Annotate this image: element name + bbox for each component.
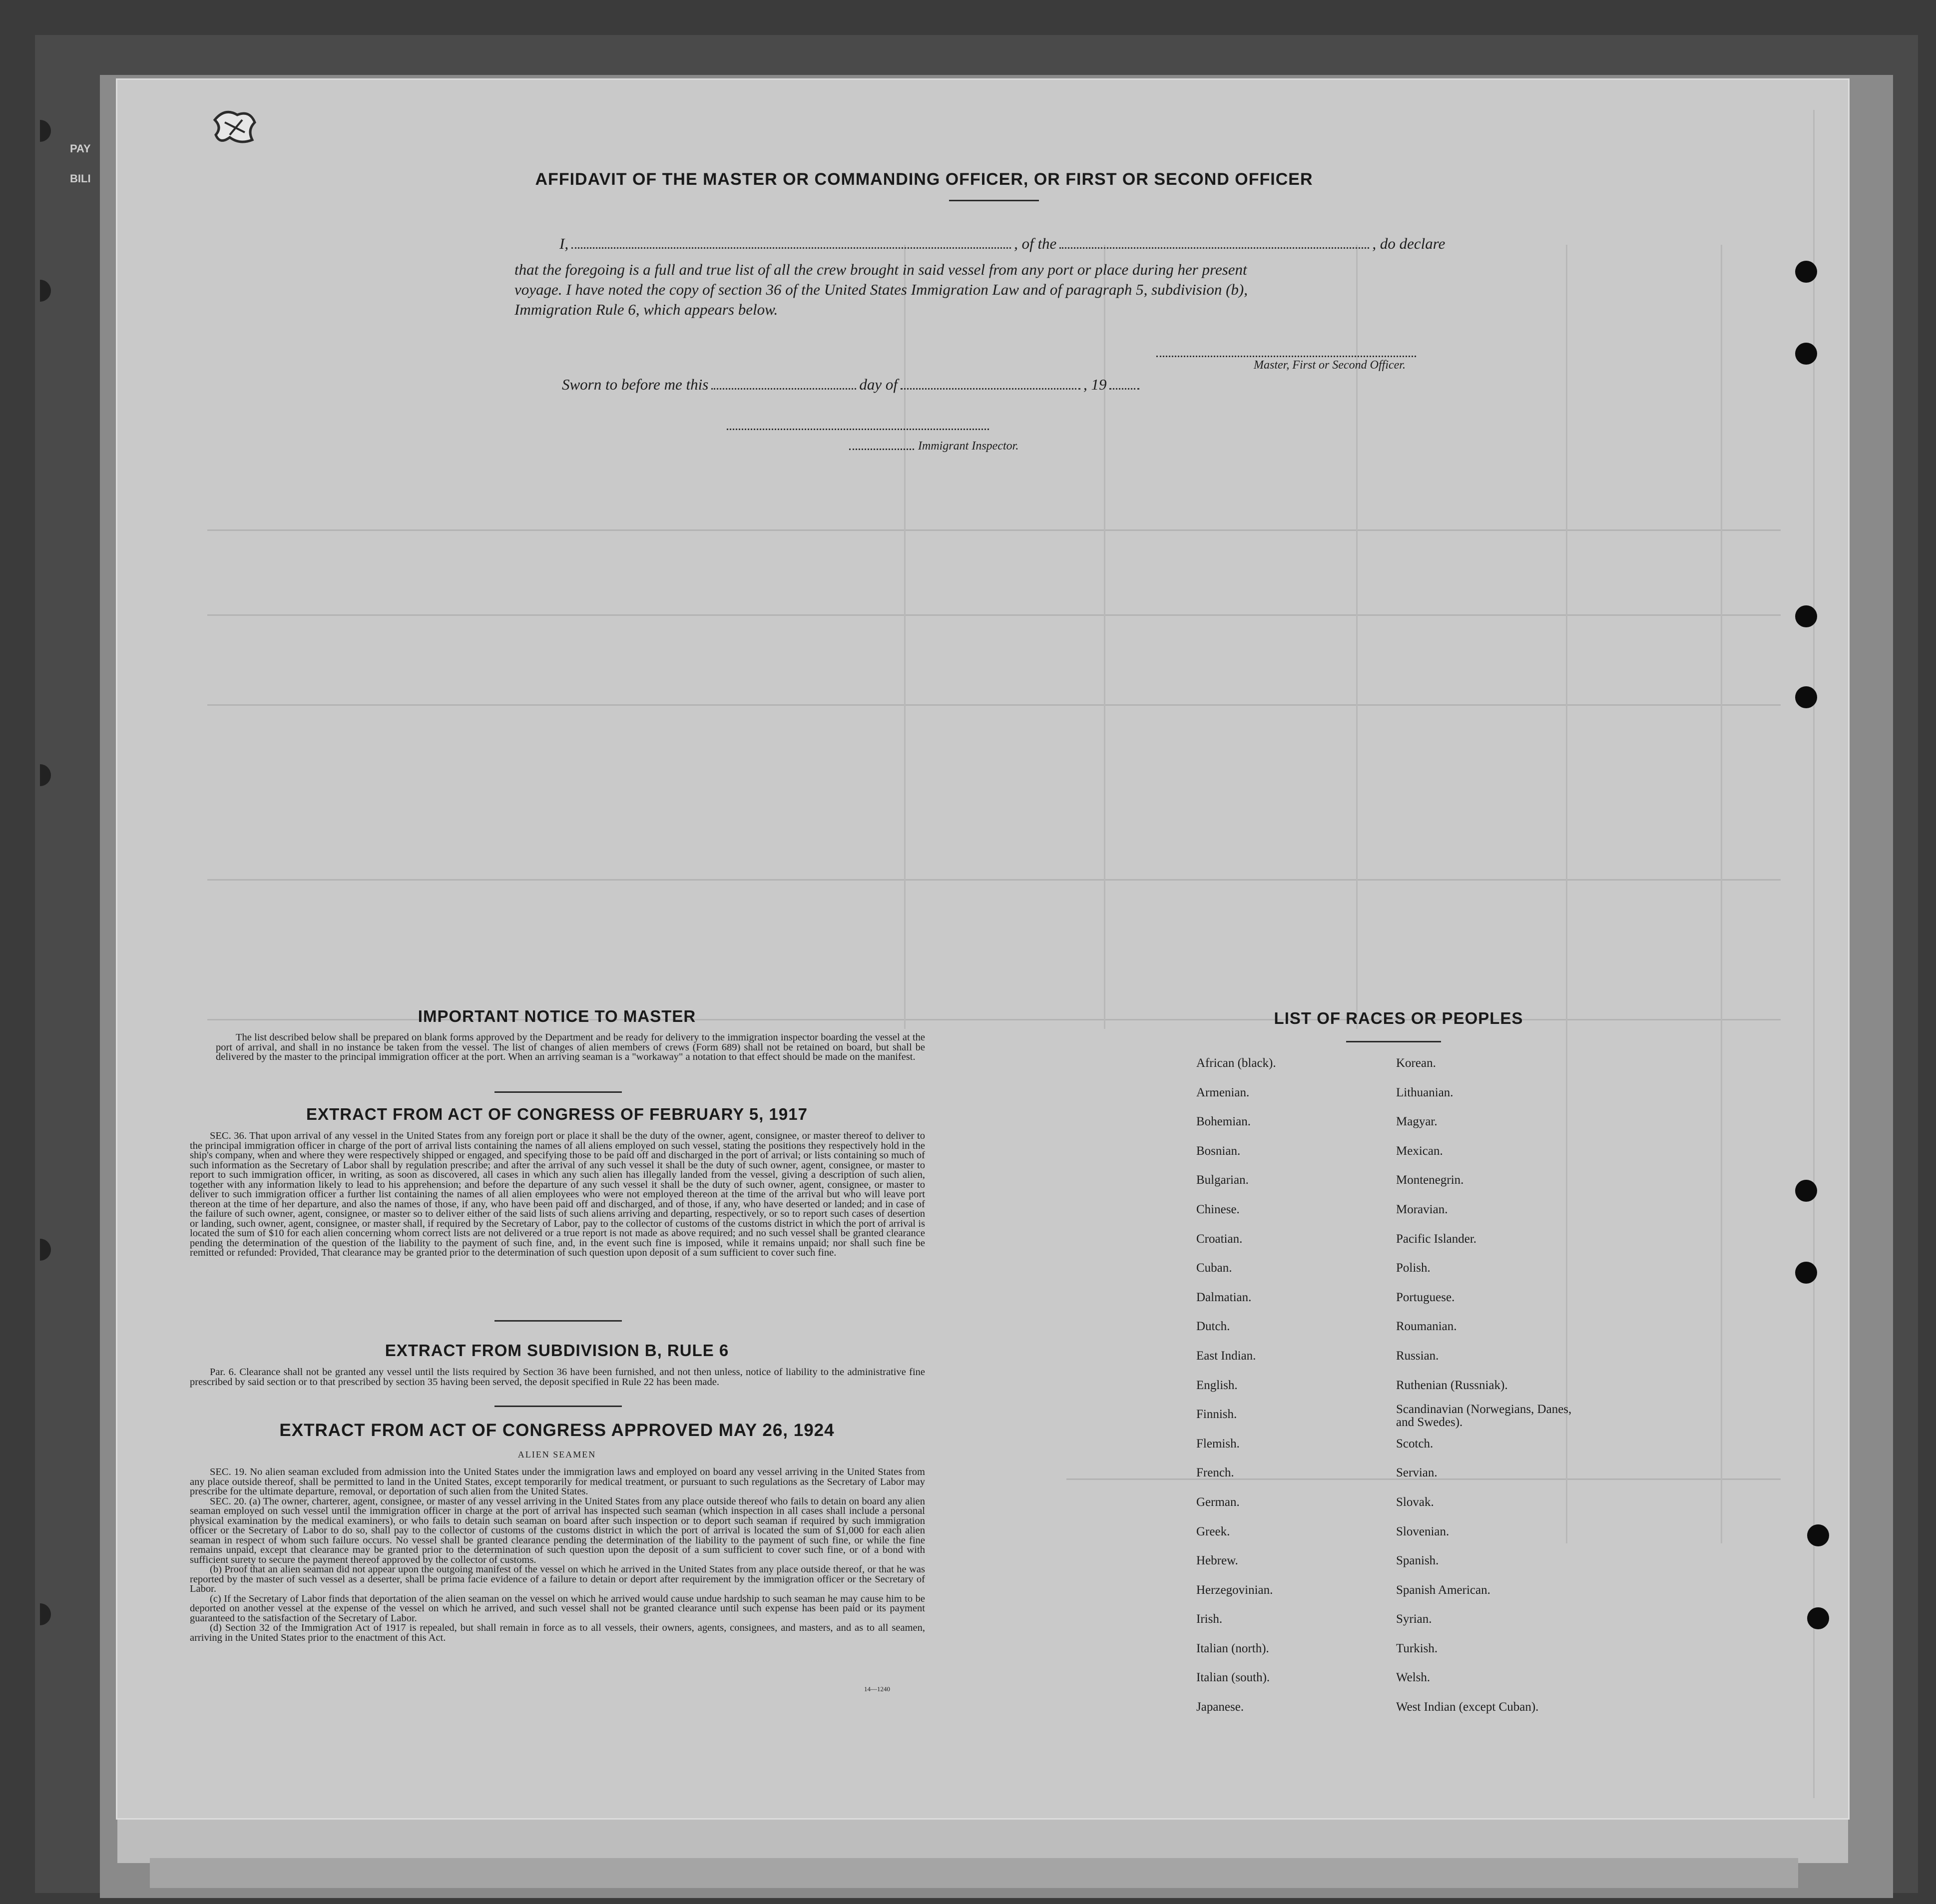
- race-entry: Lithuanian.: [1396, 1085, 1453, 1099]
- binder-hole-right: [1795, 343, 1817, 365]
- extract-rule6-title: EXTRACT FROM SUBDIVISION B, RULE 6: [385, 1341, 729, 1360]
- bleed-through-rule: [207, 704, 1781, 706]
- race-entry: Dutch.: [1196, 1320, 1230, 1334]
- bleed-through-rule: [207, 879, 1781, 881]
- binder-hole-right: [1795, 686, 1817, 708]
- sec20b-paragraph: (b) Proof that an alien seaman did not appear upon the outgoing manifest of the vessel on which he arrived in the United States from any place outside thereof, or that he was reported by the master of such vessel as a deserter, shall be prima facie evidence of a failure to detain or deport after requirement by the immigration officer or the Secretary of Labor.: [190, 1564, 925, 1594]
- binder-hole-right: [1807, 1524, 1829, 1546]
- vessel-blank: [1059, 245, 1369, 249]
- stacked-pages-edge-lower: [150, 1858, 1798, 1888]
- binder-hole-right: [1807, 1607, 1829, 1629]
- inspector-label: Immigrant Inspector.: [918, 440, 1019, 453]
- race-entry: Polish.: [1396, 1261, 1431, 1275]
- alien-seamen-subtitle: ALIEN SEAMEN: [517, 1449, 596, 1459]
- master-signature-blank: [1156, 356, 1416, 357]
- binder-hole-right: [1795, 1180, 1817, 1202]
- bleed-through-column: [904, 245, 906, 1029]
- races-title: LIST OF RACES OR PEOPLES: [1274, 1009, 1523, 1027]
- master-signature-label: Master, First or Second Officer.: [1254, 359, 1406, 372]
- rule6-paragraph: Par. 6. Clearance shall not be granted any vessel until the lists required by Section 36 have been furnished, and not then unless, notice of liability to the administrative fine prescribed by said section or to that prescribed by section 35 having been served, the deposit specified in Rule 22 has been made.: [190, 1367, 925, 1388]
- inspector-signature-blank: [727, 429, 989, 430]
- race-entry: Slovenian.: [1396, 1524, 1450, 1538]
- inspector-signature-blank-short: [849, 449, 914, 450]
- stacked-pages-edge: [117, 1818, 1848, 1863]
- race-entry: Flemish.: [1196, 1436, 1240, 1450]
- extract-1917-title: EXTRACT FROM ACT OF CONGRESS OF FEBRUARY 5, 1917: [306, 1105, 808, 1123]
- race-entry: Magyar.: [1396, 1115, 1438, 1129]
- race-entry: West Indian (except Cuban).: [1396, 1700, 1539, 1714]
- race-entry: Herzegovinian.: [1196, 1583, 1273, 1597]
- race-entry: Mexican.: [1396, 1144, 1443, 1158]
- notice-paragraph: The list described below shall be prepared on blank forms approved by the Department and be ready for delivery to the immigration inspector boarding the vessel at the port of arrival, and shall in no instance be taken from the vessel. The list of changes of alien members of crews (Form 689) shall not be retained on board, but shall be delivered by the master to the principal immigration officer at the port. When an arriving seaman is a "workaway" a notation to that effect should be made on the manifest.: [216, 1032, 925, 1062]
- title-underline: [949, 200, 1039, 201]
- race-entry: Roumanian.: [1396, 1320, 1457, 1334]
- race-entry: Portuguese.: [1396, 1290, 1455, 1304]
- sworn-line: [562, 376, 1142, 394]
- race-entry: Finnish.: [1196, 1408, 1237, 1422]
- sec20a-paragraph: SEC. 20. (a) The owner, charterer, agent, consignee, or master of any vessel arriving in the United States from any place outside thereof who fails to detain on board any alien seaman employed on such vessel until the immigration officer in charge at the port of arrival has inspected such seaman (which inspection in all cases shall include a personal physical examination by the medical examiners), or who fails to detain such seaman on board after such inspection or to deport such seaman if required by such immigration officer or the Secretary of Labor to do so, shall pay to the collector of customs of the customs district in which the port of arrival is located the sum of $1,000 for each alien seaman in respect of whom such failure occurs. No vessel shall be granted clearance pending the determination of the liability to the payment of such fine, or while the fine remains unpaid, except that clearance may be granted prior to the determination of such question upon the deposit of a sum sufficient to cover such fine, or of a bond with sufficient surety to secure the payment thereof approved by the collector of customs.: [190, 1495, 925, 1565]
- race-entry: Bohemian.: [1196, 1115, 1251, 1129]
- race-entry: Spanish American.: [1396, 1583, 1490, 1597]
- notice-title: IMPORTANT NOTICE TO MASTER: [418, 1007, 696, 1025]
- bleed-through-rule: [207, 529, 1781, 531]
- race-entry: Hebrew.: [1196, 1554, 1238, 1568]
- margin-label-bili: BILI: [70, 172, 91, 185]
- race-entry: German.: [1196, 1495, 1240, 1509]
- race-entry: Cuban.: [1196, 1261, 1232, 1275]
- sworn-prefix: Sworn to before me this: [562, 376, 709, 393]
- race-entry: Chinese.: [1196, 1202, 1240, 1216]
- race-entry: African (black).: [1196, 1056, 1276, 1070]
- races-title-underline: [1346, 1041, 1441, 1042]
- sworn-day-of: day of: [859, 376, 898, 393]
- sec20d-paragraph: (d) Section 32 of the Immigration Act of 1917 is repealed, but shall remain in force as to all vessels, their owners, agents, consignees, and masters, and as to all seamen, arriving in the United States prior to the enactment of this Act.: [190, 1622, 925, 1643]
- affidavit-do-declare-label: , do declare: [1372, 235, 1446, 252]
- race-entry: Japanese.: [1196, 1700, 1244, 1714]
- race-entry: Dalmatian.: [1196, 1290, 1252, 1304]
- race-entry: Syrian.: [1396, 1612, 1432, 1626]
- name-blank: [571, 245, 1011, 249]
- affidavit-text-line-3: voyage. I have noted the copy of section 36 of the United States Immigration Law and of paragraph 5, subdivision (b),: [514, 281, 1248, 298]
- extract-rule6-body: [190, 1368, 925, 1387]
- sworn-year-prefix: , 19: [1083, 376, 1107, 393]
- race-entry: Irish.: [1196, 1612, 1223, 1626]
- race-entry: Servian.: [1396, 1466, 1438, 1480]
- sworn-day-blank: [711, 386, 856, 390]
- binder-hole-right: [1795, 605, 1817, 627]
- race-entry: Italian (north).: [1196, 1641, 1269, 1655]
- bleed-through-column: [1721, 245, 1722, 1543]
- section-divider: [494, 1320, 622, 1322]
- bleed-through-rule: [207, 614, 1781, 616]
- race-entry: Armenian.: [1196, 1085, 1250, 1099]
- race-entry: Welsh.: [1396, 1671, 1431, 1685]
- torn-stamp-mark: [210, 105, 260, 150]
- race-entry: Scandinavian (Norwegians, Danes, and Swedes).: [1396, 1403, 1572, 1429]
- race-entry: Greek.: [1196, 1524, 1230, 1538]
- sec19-paragraph: SEC. 19. No alien seaman excluded from admission into the United States under the immigration laws and employed on board any vessel arriving in the United States from any place outside thereof, shall be permitted to land in the United States, except temporarily for medical treatment, or pursuant to such regulations as the Secretary of Labor may prescribe for the ultimate departure, removal, or deportation of such alien from the United States.: [190, 1466, 925, 1497]
- race-entry: Slovak.: [1396, 1495, 1434, 1509]
- section-divider: [494, 1406, 622, 1407]
- race-entry: Korean.: [1396, 1056, 1436, 1070]
- race-entry: Russian.: [1396, 1349, 1439, 1363]
- extract-1924-body: [190, 1467, 925, 1643]
- affidavit-text-line-2: that the foregoing is a full and true list of all the crew brought in said vessel from any port or place during her present: [514, 261, 1247, 278]
- section-36-paragraph: SEC. 36. That upon arrival of any vessel in the United States from any foreign port or place it shall be the duty of the owner, agent, consignee, or master thereof to deliver to the principal immigration officer in charge of the port of arrival lists containing the names of all aliens employed on such vessel, stating the positions they respectively hold in the ship's company, when and where they were respectively shipped or engaged, and specifying those to be paid off and discharged in the port of arrival; or lists containing so much of such information as the Secretary of Labor shall by regulation prescribe; and after the arrival of any such vessel it shall be the duty of such owner, agent, consignee, or master to report to such immigration officer, in writing, as soon as discovered, all cases in which any such alien has illegally landed from the vessel, giving a description of such alien, together with any information likely to lead to his apprehension; and before the departure of any such vessel it shall be the duty of such owner, agent, consignee, or master to deliver to such immigration officer a further list containing the names of all alien employees who were not employed thereon at the time of the arrival but who will leave port thereon at the time of her departure, and also the names of those, if any, who have been paid off and discharged, and of those, if any, who have deserted or landed; and in case of the failure of such owner, agent, consignee, or master so to deliver either of the said lists of such aliens arriving and departing, respectively, or so to report such cases of desertion or landing, such owner, agent, consignee, or master shall, if required by the Secretary of Labor, pay to the collector of customs of the customs district in which the port of arrival is located the sum of $10 for each alien concerning whom correct lists are not delivered or a true report is not made as above required; and no such vessel shall be granted clearance pending the determination of the question of the liability to the payment of such fine, and, in the event such fine is imposed, while it remains unpaid; nor shall such fine be remitted or refunded: Provided, That clearance may be granted prior to the determination of such question upon deposit of a sum sufficient to cover such fine.: [190, 1130, 925, 1258]
- form-number: 14—1240: [864, 1685, 890, 1693]
- section-divider: [494, 1091, 622, 1093]
- races-left-column: [1196, 1049, 1276, 1722]
- affidavit-text-line-4: Immigration Rule 6, which appears below.: [514, 301, 778, 318]
- race-entry: Moravian.: [1396, 1202, 1448, 1216]
- binder-hole-right: [1795, 261, 1817, 283]
- race-entry: East Indian.: [1196, 1349, 1256, 1363]
- sec20c-paragraph: (c) If the Secretary of Labor finds that deportation of the alien seaman on the vessel on which he arrived would cause undue hardship to such seaman he may cause him to be deported on another vessel at the expense of the vessel on which he arrived, and such vessel shall not be granted clearance until such expense has been paid or its payment guaranteed to the satisfaction of the Secretary of Labor.: [190, 1593, 925, 1624]
- race-entry: Scotch.: [1396, 1436, 1434, 1450]
- notice-body: [216, 1033, 925, 1062]
- sworn-month-blank: [901, 386, 1080, 390]
- race-entry: Pacific Islander.: [1396, 1232, 1477, 1246]
- race-entry: French.: [1196, 1466, 1234, 1480]
- race-entry: Bulgarian.: [1196, 1173, 1249, 1187]
- binder-hole-right: [1795, 1262, 1817, 1284]
- races-right-column: [1396, 1049, 1586, 1722]
- affidavit-title: AFFIDAVIT OF THE MASTER OR COMMANDING OFFICER, OR FIRST OR SECOND OFFICER: [535, 170, 1313, 189]
- race-entry: English.: [1196, 1378, 1238, 1392]
- extract-1917-body: [190, 1131, 925, 1258]
- race-entry: Croatian.: [1196, 1232, 1243, 1246]
- sworn-year-blank: [1109, 386, 1139, 390]
- bleed-through-column: [1104, 245, 1105, 1029]
- extract-1924-title: EXTRACT FROM ACT OF CONGRESS APPROVED MAY 26, 1924: [279, 1421, 835, 1440]
- affidavit-i-label: I,: [559, 235, 569, 252]
- race-entry: Bosnian.: [1196, 1144, 1241, 1158]
- race-entry: Ruthenian (Russniak).: [1396, 1378, 1508, 1392]
- affidavit-of-the-label: , of the: [1014, 235, 1057, 252]
- race-entry: Italian (south).: [1196, 1671, 1270, 1685]
- race-entry: Montenegrin.: [1396, 1173, 1464, 1187]
- race-entry: Turkish.: [1396, 1641, 1438, 1655]
- margin-label-pay: PAY: [70, 142, 91, 155]
- race-entry: Spanish.: [1396, 1554, 1439, 1568]
- affidavit-declaration-line: [559, 235, 1445, 253]
